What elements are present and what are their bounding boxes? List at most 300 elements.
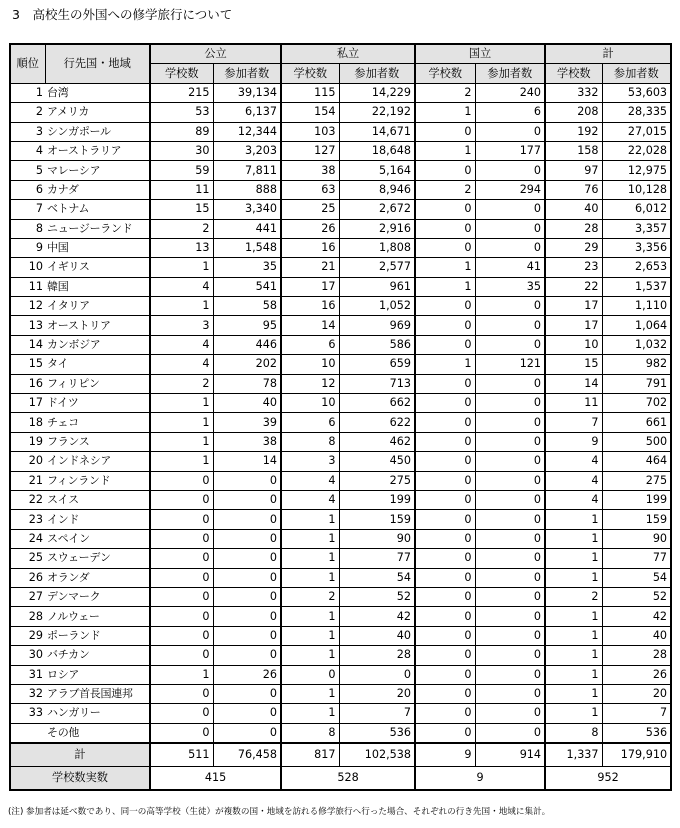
participants-cell: 0 [213,568,281,587]
schools-cell: 6 [281,335,339,354]
schools-cell: 0 [415,704,475,723]
participants-cell: 40 [339,626,415,645]
participants-cell: 791 [602,374,671,393]
participants-cell: 0 [475,646,545,665]
participants-cell: 2,653 [602,258,671,277]
participants-cell: 969 [339,316,415,335]
schools-cell: 0 [415,607,475,626]
actual-schools-cell: 415 [150,767,281,791]
participants-cell: 202 [213,355,281,374]
actual-schools-cell: 9 [415,767,545,791]
schools-cell: 1 [150,394,213,413]
participants-cell: 35 [213,258,281,277]
participants-cell: 20 [339,684,415,703]
participants-cell: 77 [339,549,415,568]
schools-subheader: 学校数 [150,64,213,83]
table-row [10,587,671,606]
participants-cell: 1,548 [213,238,281,257]
participants-cell: 14,671 [339,122,415,141]
schools-cell: 1 [545,510,602,529]
table-row [10,355,671,374]
schools-cell: 127 [281,141,339,160]
schools-cell: 10 [281,394,339,413]
destination-cell: 台湾 [45,83,150,102]
table-row [10,277,671,296]
schools-cell: 192 [545,122,602,141]
schools-cell: 1 [415,258,475,277]
schools-cell: 1 [415,103,475,122]
schools-cell: 0 [150,704,213,723]
schools-cell: 0 [415,587,475,606]
participants-cell: 0 [475,529,545,548]
destination-cell: フィンランド [45,471,150,490]
participants-cell: 2,916 [339,219,415,238]
schools-cell: 0 [150,529,213,548]
participants-cell: 0 [475,510,545,529]
schools-cell: 4 [150,277,213,296]
schools-cell: 0 [415,297,475,316]
private-header: 私立 [281,44,415,64]
participants-cell: 0 [475,452,545,471]
schools-cell: 0 [415,432,475,451]
schools-cell: 4 [545,452,602,471]
participants-cell: 500 [602,432,671,451]
national-header: 国立 [415,44,545,64]
schools-cell: 25 [281,200,339,219]
participants-cell: 53,603 [602,83,671,102]
participants-cell: 0 [475,161,545,180]
participants-cell: 41 [475,258,545,277]
schools-cell: 0 [415,684,475,703]
participants-subheader: 参加者数 [475,64,545,83]
destination-cell: アメリカ [45,103,150,122]
participants-cell: 54 [602,568,671,587]
total-cell: 1,337 [545,743,602,767]
participants-cell: 40 [213,394,281,413]
table-row [10,374,671,393]
participants-cell: 20 [602,684,671,703]
participants-cell: 0 [339,665,415,684]
schools-cell: 0 [415,549,475,568]
participants-cell: 6,012 [602,200,671,219]
schools-cell: 1 [545,607,602,626]
schools-cell: 0 [415,568,475,587]
rank-cell: 14 [10,335,45,354]
participants-cell: 3,203 [213,141,281,160]
schools-cell: 63 [281,180,339,199]
destination-cell: インド [45,510,150,529]
table-row [10,200,671,219]
schools-cell: 1 [545,549,602,568]
participants-cell: 2,672 [339,200,415,219]
participants-cell: 0 [475,704,545,723]
rank-cell: 23 [10,510,45,529]
participants-cell: 35 [475,277,545,296]
participants-cell: 0 [213,607,281,626]
participants-cell: 702 [602,394,671,413]
participants-cell: 1,110 [602,297,671,316]
table-row [10,161,671,180]
schools-cell: 0 [150,490,213,509]
participants-cell: 0 [475,200,545,219]
participants-cell: 462 [339,432,415,451]
table-row [10,607,671,626]
participants-cell: 622 [339,413,415,432]
schools-cell: 23 [545,258,602,277]
participants-cell: 982 [602,355,671,374]
schools-subheader: 学校数 [545,64,602,83]
participants-cell: 3,357 [602,219,671,238]
participants-cell: 275 [602,471,671,490]
destination-cell: 韓国 [45,277,150,296]
schools-cell: 10 [545,335,602,354]
rank-cell: 27 [10,587,45,606]
schools-subheader: 学校数 [415,64,475,83]
participants-cell: 52 [339,587,415,606]
destination-cell: フランス [45,432,150,451]
rank-cell: 24 [10,529,45,548]
actual-schools-row [10,767,671,791]
rank-cell: 33 [10,704,45,723]
schools-cell: 0 [415,510,475,529]
rank-cell: 3 [10,122,45,141]
participants-cell: 0 [475,238,545,257]
schools-cell: 9 [545,432,602,451]
schools-cell: 14 [545,374,602,393]
participants-cell: 450 [339,452,415,471]
schools-cell: 12 [281,374,339,393]
rank-header: 順位 [10,44,45,83]
participants-cell: 0 [475,219,545,238]
table-row [10,684,671,703]
participants-cell: 0 [475,471,545,490]
schools-cell: 97 [545,161,602,180]
participants-cell: 8,946 [339,180,415,199]
schools-cell: 0 [415,413,475,432]
total-cell: 914 [475,743,545,767]
schools-cell: 2 [150,219,213,238]
participants-cell: 1,537 [602,277,671,296]
schools-cell: 0 [415,471,475,490]
page-title: 3 高校生の外国への修学旅行について [12,7,233,22]
participants-cell: 159 [339,510,415,529]
actual-schools-label: 学校数実数 [10,767,150,791]
schools-cell: 53 [150,103,213,122]
participants-cell: 446 [213,335,281,354]
schools-cell: 59 [150,161,213,180]
schools-cell: 11 [545,394,602,413]
schools-cell: 1 [281,626,339,645]
participants-subheader: 参加者数 [602,64,671,83]
schools-cell: 4 [150,335,213,354]
participants-cell: 294 [475,180,545,199]
destination-cell: チェコ [45,413,150,432]
participants-cell: 3,340 [213,200,281,219]
schools-cell: 26 [281,219,339,238]
schools-cell: 0 [150,607,213,626]
participants-cell: 961 [339,277,415,296]
rank-cell: 13 [10,316,45,335]
schools-cell: 13 [150,238,213,257]
schools-cell: 8 [281,432,339,451]
participants-cell: 888 [213,180,281,199]
rank-cell: 11 [10,277,45,296]
participants-cell: 0 [475,607,545,626]
destination-cell: タイ [45,355,150,374]
schools-cell: 0 [415,238,475,257]
rank-cell: 15 [10,355,45,374]
rank-cell: 16 [10,374,45,393]
participants-cell: 6,137 [213,103,281,122]
table-row [10,83,671,102]
destination-cell: オーストリア [45,316,150,335]
participants-cell: 12,344 [213,122,281,141]
rank-cell: 21 [10,471,45,490]
schools-cell: 0 [150,510,213,529]
participants-cell: 0 [475,297,545,316]
schools-cell: 154 [281,103,339,122]
participants-cell: 42 [339,607,415,626]
schools-cell: 0 [415,161,475,180]
schools-cell: 0 [415,200,475,219]
participants-cell: 39 [213,413,281,432]
schools-cell: 1 [281,529,339,548]
rank-cell: 7 [10,200,45,219]
schools-cell: 103 [281,122,339,141]
schools-cell: 1 [281,646,339,665]
schools-cell: 0 [415,374,475,393]
schools-cell: 21 [281,258,339,277]
participants-cell: 0 [475,316,545,335]
participants-cell: 0 [213,646,281,665]
rank-cell: 26 [10,568,45,587]
schools-cell: 0 [415,626,475,645]
schools-cell: 332 [545,83,602,102]
schools-cell: 0 [415,723,475,743]
destination-cell: その他 [45,723,150,743]
participants-cell: 240 [475,83,545,102]
table-row [10,413,671,432]
schools-cell: 30 [150,141,213,160]
table-row [10,626,671,645]
participants-cell: 661 [602,413,671,432]
schools-cell: 0 [415,122,475,141]
participants-cell: 0 [475,394,545,413]
schools-cell: 22 [545,277,602,296]
schools-cell: 16 [281,297,339,316]
participants-cell: 0 [213,684,281,703]
participants-cell: 0 [475,665,545,684]
schools-cell: 2 [415,83,475,102]
schools-cell: 1 [545,704,602,723]
schools-cell: 4 [281,490,339,509]
destination-cell: 中国 [45,238,150,257]
schools-cell: 4 [545,471,602,490]
schools-cell: 4 [281,471,339,490]
participants-cell: 0 [213,510,281,529]
schools-cell: 1 [415,355,475,374]
schools-cell: 2 [545,587,602,606]
participants-cell: 3,356 [602,238,671,257]
schools-cell: 2 [281,587,339,606]
rank-cell: 12 [10,297,45,316]
total-row [10,743,671,767]
destination-cell: インドネシア [45,452,150,471]
participants-cell: 40 [602,626,671,645]
table-row [10,723,671,743]
destination-cell: カナダ [45,180,150,199]
participants-cell: 1,052 [339,297,415,316]
participants-cell: 58 [213,297,281,316]
participants-cell: 22,028 [602,141,671,160]
schools-cell: 1 [415,277,475,296]
destination-cell: ロシア [45,665,150,684]
rank-cell: 31 [10,665,45,684]
participants-cell: 0 [475,568,545,587]
table-row [10,180,671,199]
participants-cell: 0 [475,626,545,645]
schools-cell: 0 [150,587,213,606]
schools-cell: 17 [281,277,339,296]
table-row [10,665,671,684]
participants-cell: 52 [602,587,671,606]
schools-cell: 1 [415,141,475,160]
participants-cell: 536 [602,723,671,743]
schools-cell: 2 [150,374,213,393]
schools-cell: 0 [415,394,475,413]
schools-cell: 0 [415,452,475,471]
participants-cell: 0 [475,684,545,703]
schools-cell: 8 [281,723,339,743]
table-row [10,510,671,529]
public-header: 公立 [150,44,281,64]
schools-cell: 0 [415,529,475,548]
participants-subheader: 参加者数 [339,64,415,83]
participants-cell: 0 [213,626,281,645]
participants-cell: 39,134 [213,83,281,102]
participants-cell: 0 [475,549,545,568]
schools-cell: 1 [281,510,339,529]
schools-cell: 1 [150,413,213,432]
schools-cell: 0 [415,646,475,665]
destination-cell: ドイツ [45,394,150,413]
participants-cell: 28 [602,646,671,665]
participants-cell: 90 [602,529,671,548]
schools-cell: 17 [545,316,602,335]
participants-cell: 0 [475,413,545,432]
participants-cell: 659 [339,355,415,374]
participants-cell: 14,229 [339,83,415,102]
participants-cell: 177 [475,141,545,160]
table-row [10,335,671,354]
participants-cell: 1,808 [339,238,415,257]
schools-cell: 1 [150,297,213,316]
schools-cell: 16 [281,238,339,257]
rank-cell: 20 [10,452,45,471]
destination-cell: イギリス [45,258,150,277]
total-cell: 817 [281,743,339,767]
schools-subheader: 学校数 [281,64,339,83]
schools-cell: 1 [545,626,602,645]
participants-cell: 26 [602,665,671,684]
schools-cell: 0 [150,471,213,490]
table-row [10,103,671,122]
table-row [10,141,671,160]
schools-cell: 4 [150,355,213,374]
participants-cell: 536 [339,723,415,743]
participants-cell: 95 [213,316,281,335]
destination-cell: マレーシア [45,161,150,180]
rank-cell: 4 [10,141,45,160]
schools-cell: 4 [545,490,602,509]
rank-cell: 25 [10,549,45,568]
destination-cell: アラブ首長国連邦 [45,684,150,703]
destination-cell: スウェーデン [45,549,150,568]
schools-cell: 1 [150,665,213,684]
schools-cell: 1 [150,432,213,451]
rank-cell: 2 [10,103,45,122]
table-row [10,297,671,316]
participants-cell: 275 [339,471,415,490]
destination-cell: スイス [45,490,150,509]
schools-cell: 15 [545,355,602,374]
schools-cell: 10 [281,355,339,374]
participants-cell: 586 [339,335,415,354]
schools-cell: 3 [281,452,339,471]
schools-cell: 38 [281,161,339,180]
participants-cell: 6 [475,103,545,122]
table-row [10,471,671,490]
schools-cell: 1 [281,549,339,568]
total-cell: 76,458 [213,743,281,767]
participants-cell: 77 [602,549,671,568]
participants-cell: 0 [213,723,281,743]
rank-cell: 9 [10,238,45,257]
rank-cell: 18 [10,413,45,432]
table-row [10,452,671,471]
schools-cell: 1 [545,568,602,587]
schools-cell: 8 [545,723,602,743]
destination-cell: バチカン [45,646,150,665]
rank-cell: 32 [10,684,45,703]
participants-cell: 5,164 [339,161,415,180]
schools-cell: 0 [281,665,339,684]
participants-cell: 27,015 [602,122,671,141]
schools-cell: 1 [545,684,602,703]
schools-cell: 89 [150,122,213,141]
schools-cell: 15 [150,200,213,219]
schools-cell: 0 [415,490,475,509]
participants-cell: 441 [213,219,281,238]
destination-cell: ニュージーランド [45,219,150,238]
schools-cell: 158 [545,141,602,160]
destination-cell: カンボジア [45,335,150,354]
destination-cell: フィリピン [45,374,150,393]
schools-cell: 0 [415,335,475,354]
destination-cell: オーストラリア [45,141,150,160]
table-row [10,219,671,238]
schools-cell: 208 [545,103,602,122]
schools-cell: 1 [281,607,339,626]
rank-cell: 8 [10,219,45,238]
actual-schools-cell: 528 [281,767,415,791]
destination-cell: スペイン [45,529,150,548]
table-row [10,238,671,257]
participants-cell: 0 [475,374,545,393]
participants-cell: 199 [339,490,415,509]
rank-cell: 19 [10,432,45,451]
participants-cell: 199 [602,490,671,509]
